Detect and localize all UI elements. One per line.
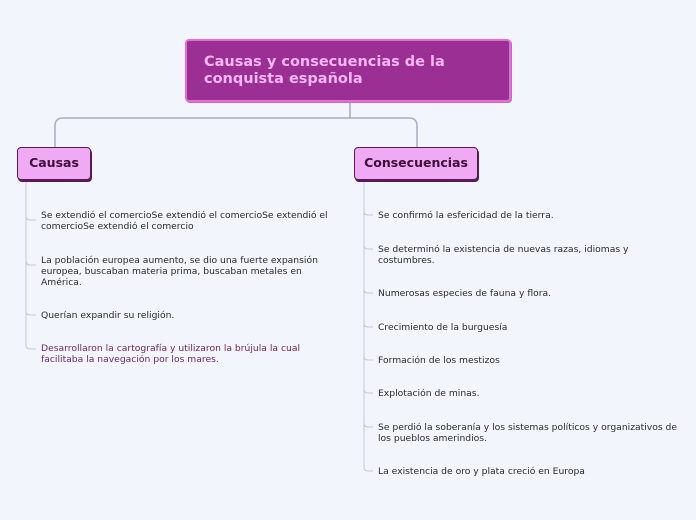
causas-leaf-3[interactable]: Querían expandir su religión. bbox=[41, 310, 175, 321]
consecuencias-leaf-2[interactable]: Se determinó la existencia de nuevas razas, idiomas y costumbres. bbox=[378, 244, 629, 266]
causas-leaf-4[interactable]: Desarrollaron la cartografía y utilizaron la brújula la cual facilitaba la navegación por los mares. bbox=[41, 343, 300, 365]
root-connector bbox=[55, 103, 417, 147]
consecuencias-leaf-1[interactable]: Se confirmó la esfericidad de la tierra. bbox=[378, 210, 554, 221]
consecuencias-leaf-5[interactable]: Formación de los mestizos bbox=[378, 355, 500, 366]
consecuencias-leaf-7[interactable]: Se perdió la soberanía y los sistemas políticos y organizativos de los pueblos amerindios. bbox=[378, 422, 678, 444]
consecuencias-leaf-6[interactable]: Explotación de minas. bbox=[378, 388, 480, 399]
consecuencias-leaf-8[interactable]: La existencia de oro y plata creció en Europa bbox=[378, 466, 585, 477]
root-topic[interactable] bbox=[185, 39, 511, 102]
branch-consecuencias-label: Consecuencias bbox=[364, 155, 468, 170]
branch-causas[interactable] bbox=[17, 147, 91, 180]
causas-leaf-2[interactable]: La población europea aumento, se dio una fuerte expansión europea, buscaban materia prima, buscaban metales en América. bbox=[41, 255, 318, 288]
consecuencias-leaf-4[interactable]: Crecimiento de la burguesía bbox=[378, 322, 508, 333]
branch-causas-label: Causas bbox=[29, 155, 79, 170]
branch-consecuencias[interactable] bbox=[354, 147, 478, 180]
consecuencias-leaf-3[interactable]: Numerosas especies de fauna y flora. bbox=[378, 288, 552, 299]
causas-leaf-connectors bbox=[26, 181, 36, 349]
causas-leaf-1[interactable]: Se extendió el comercioSe extendió el comercioSe extendió el comercioSe extendió el comercio bbox=[41, 210, 328, 232]
root-topic-title: Causas y consecuencias de la conquista española bbox=[204, 54, 445, 87]
consecuencias-leaf-connectors bbox=[364, 181, 373, 471]
